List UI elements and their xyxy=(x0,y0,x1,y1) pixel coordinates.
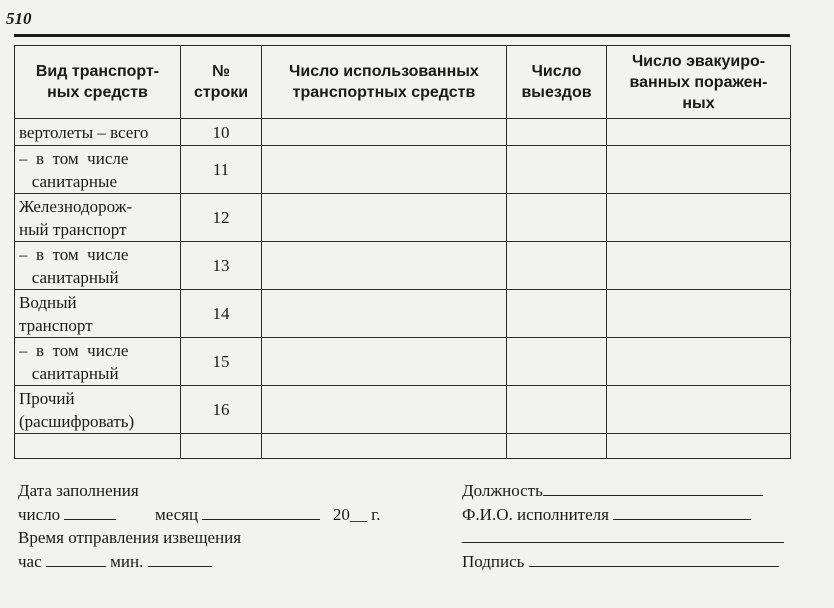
row-label: Железнодорож- ный транспорт xyxy=(15,194,181,242)
table-row-blank xyxy=(15,434,791,459)
cell-trips[interactable] xyxy=(507,194,607,242)
signature-label: Подпись xyxy=(462,552,525,571)
row-label: – в том числе санитарные xyxy=(15,146,181,194)
day-label: число xyxy=(18,505,61,524)
date-line xyxy=(18,504,380,526)
cell-evacuated[interactable] xyxy=(607,434,791,459)
cell-vehicles[interactable] xyxy=(262,338,507,386)
report-table xyxy=(14,45,791,459)
cell-evacuated[interactable] xyxy=(607,290,791,338)
month-label: месяц xyxy=(154,505,199,524)
cell-trips[interactable] xyxy=(507,338,607,386)
hour-label: час xyxy=(18,552,42,571)
row-number: 14 xyxy=(181,290,262,338)
cell-trips[interactable] xyxy=(507,242,607,290)
header-row-number: № строки xyxy=(181,46,262,119)
row-number: 15 xyxy=(181,338,262,386)
executor-extra-line xyxy=(462,527,784,549)
table-row xyxy=(15,194,791,242)
cell-trips[interactable] xyxy=(507,146,607,194)
cell-vehicles[interactable] xyxy=(262,119,507,146)
row-label: – в том числе санитарный xyxy=(15,242,181,290)
hour-field[interactable] xyxy=(46,551,106,567)
cell-trips[interactable] xyxy=(507,119,607,146)
year-label: 20__ г. xyxy=(332,505,381,524)
cell-vehicles[interactable] xyxy=(262,434,507,459)
cell-vehicles[interactable] xyxy=(262,194,507,242)
row-label: – в том числе санитарный xyxy=(15,338,181,386)
day-field[interactable] xyxy=(64,504,116,520)
blank-number-cell[interactable] xyxy=(181,434,262,459)
cell-vehicles[interactable] xyxy=(262,290,507,338)
row-label: вертолеты – всего xyxy=(15,119,181,146)
table-header-row xyxy=(15,46,791,119)
row-label: Прочий (расшифровать) xyxy=(15,386,181,434)
time-line xyxy=(18,551,212,573)
header-trips: Число выездов xyxy=(507,46,607,119)
table-row xyxy=(15,119,791,146)
blank-label-cell[interactable] xyxy=(15,434,181,459)
cell-evacuated[interactable] xyxy=(607,338,791,386)
cell-trips[interactable] xyxy=(507,386,607,434)
cell-evacuated[interactable] xyxy=(607,386,791,434)
minutes-field[interactable] xyxy=(148,551,212,567)
header-vehicles-used: Число использованных транспортных средств xyxy=(262,46,507,119)
signature-field[interactable] xyxy=(529,551,779,567)
cell-evacuated[interactable] xyxy=(607,242,791,290)
sent-time-label: Время отправления извещения xyxy=(18,528,242,547)
cell-trips[interactable] xyxy=(507,434,607,459)
header-transport-type: Вид транспорт- ных средств xyxy=(15,46,181,119)
executor-field[interactable] xyxy=(613,504,751,520)
header-rule xyxy=(14,34,790,37)
position-field[interactable] xyxy=(543,480,763,496)
cell-evacuated[interactable] xyxy=(607,119,791,146)
executor-field-continued[interactable] xyxy=(462,527,784,543)
cell-trips[interactable] xyxy=(507,290,607,338)
table-row xyxy=(15,386,791,434)
month-field[interactable] xyxy=(202,504,320,520)
row-number: 11 xyxy=(181,146,262,194)
cell-vehicles[interactable] xyxy=(262,146,507,194)
executor-label: Ф.И.О. исполнителя xyxy=(462,505,609,524)
table-row xyxy=(15,338,791,386)
signature-line xyxy=(462,551,779,573)
cell-vehicles[interactable] xyxy=(262,242,507,290)
table-row xyxy=(15,242,791,290)
executor-line xyxy=(462,504,751,526)
header-evacuated: Число эвакуиро- ванных поражен- ных xyxy=(607,46,791,119)
row-number: 16 xyxy=(181,386,262,434)
row-label: Водный транспорт xyxy=(15,290,181,338)
page-number: 510 xyxy=(6,9,32,28)
row-number: 10 xyxy=(181,119,262,146)
row-number: 13 xyxy=(181,242,262,290)
minutes-label: мин. xyxy=(110,552,144,571)
cell-evacuated[interactable] xyxy=(607,194,791,242)
position-line xyxy=(462,480,763,502)
cell-evacuated[interactable] xyxy=(607,146,791,194)
position-label: Должность xyxy=(462,481,543,500)
table-row xyxy=(15,146,791,194)
table-row xyxy=(15,290,791,338)
cell-vehicles[interactable] xyxy=(262,386,507,434)
fill-date-label: Дата заполнения xyxy=(18,481,139,500)
row-number: 12 xyxy=(181,194,262,242)
